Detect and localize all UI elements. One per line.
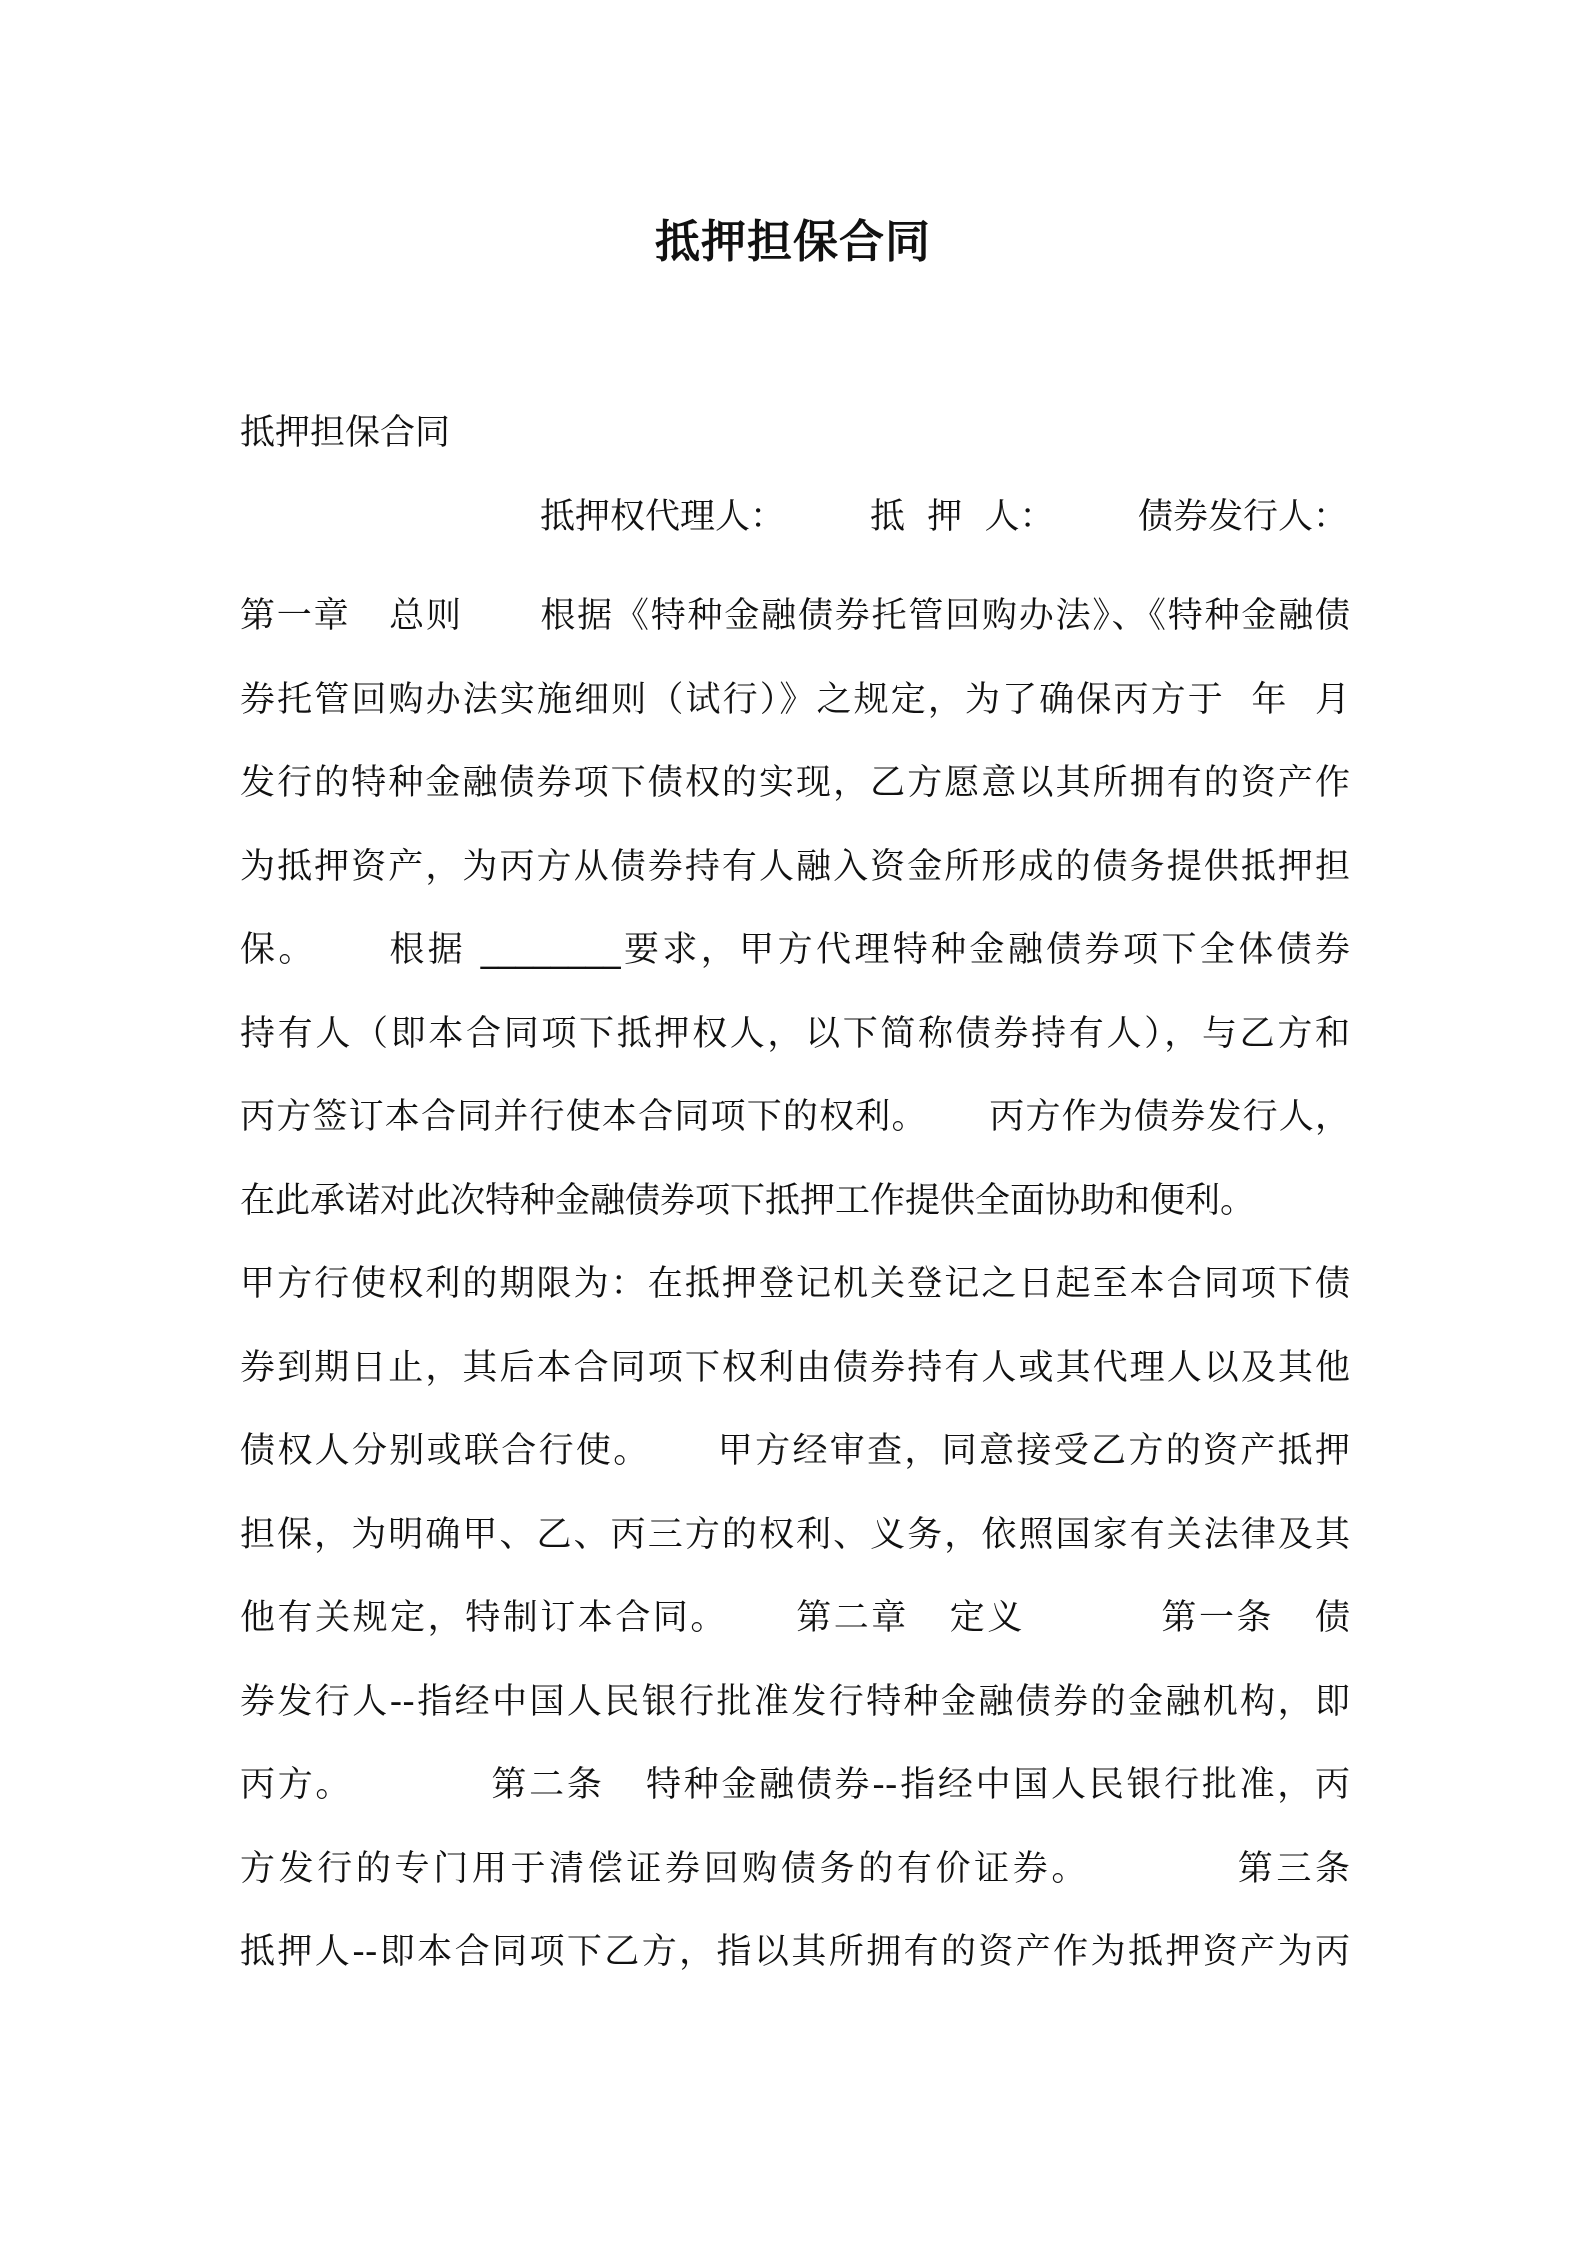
body-line: 丙方。 第二条 特种金融债券--指经中国人民银行批准，丙 [240,1765,1350,1805]
document-title: 抵押担保合同 [654,215,931,268]
parties-header [240,492,1350,542]
party-mortgagor-label: 抵 押 人： [870,497,1055,537]
body-line: 方发行的专门用于清偿证券回购债务的有价证券。 第三条 [240,1848,1350,1889]
body-line: 券到期日止，其后本合同项下权利由债券持有人或其代理人以及其他 [240,1347,1350,1388]
body-line: 持有人（即本合同项下抵押权人，以下简称债券持有人），与乙方和 [240,1013,1350,1054]
document-subtitle: 抵押担保合同 [240,413,451,453]
body-line: 券托管回购办法实施细则（试行）》之规定，为了确保丙方于 年 月 [240,679,1350,720]
body-line: 抵押人--即本合同项下乙方，指以其所拥有的资产作为抵押资产为丙 [240,1932,1350,1972]
body-line: 在此承诺对此次特种金融债券项下抵押工作提供全面协助和便利。 [240,1180,1256,1221]
body-line: 券发行人--指经中国人民银行批准发行特种金融债券的金融机构，即 [240,1681,1350,1722]
body-line: 债权人分别或联合行使。 甲方经审查，同意接受乙方的资产抵押 [240,1431,1350,1471]
body-line: 他有关规定，特制订本合同。 第二章 定义 第一条 债 [240,1598,1350,1638]
body-line: 甲方行使权利的期限为：在抵押登记机关登记之日起至本合同项下债 [240,1264,1350,1304]
contract-body [240,575,1350,1995]
body-line: 发行的特种金融债券项下债权的实现，乙方愿意以其所拥有的资产作 [240,763,1350,803]
party-issuer-label: 债券发行人： [1138,497,1349,537]
body-line: 为抵押资产，为丙方从债券持有人融入资金所形成的债务提供抵押担 [240,846,1350,887]
body-line: 担保，为明确甲、乙、丙三方的权利、义务，依照国家有关法律及其 [240,1514,1350,1555]
party-agent-label: 抵押权代理人： [540,497,786,537]
body-line: 保。 根据 ________要求，甲方代理特种金融债券项下全体债券 [240,930,1350,970]
body-line: 第一章 总则 根据《特种金融债券托管回购办法》、《特种金融债 [240,596,1350,636]
body-line: 丙方签订本合同并行使本合同项下的权利。 丙方作为债券发行人， [240,1097,1350,1137]
